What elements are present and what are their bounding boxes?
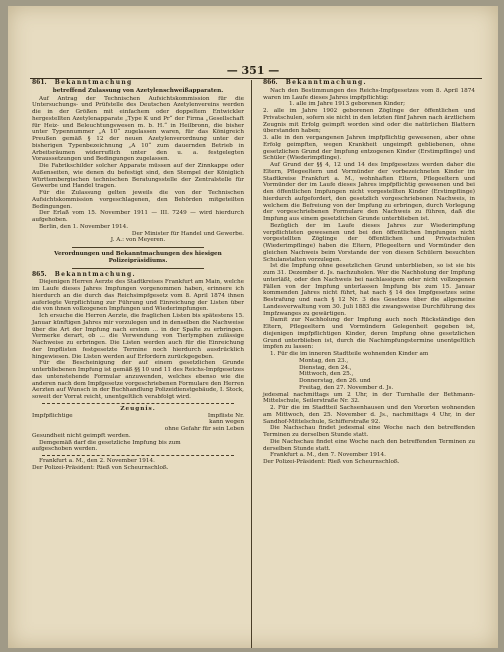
notice-866-paragraph: Bezüglich der im Laufe dieses Jahres zur Wiederimpfung verpflichteten gewesenen und bei den öffentlichen Impfungen nicht vorgestellten Zöglinge der öffentlichen und Privatschulen (Wiederimpflinge) haben die Eltern, Pflegeeltern und Vormünder den gleichen Nachweis beim Vorstande der von diesen Schülern besuchten Schulanstalten vorzulegen. — [263, 222, 475, 263]
notice-861-subtitle: betreffend Zulassung von Azetylenschweißapparaten. — [52, 87, 224, 94]
notice-866-paragraph: Auf Grund der §§ 4, 12 und 14 des Impfgesetzes werden daher die Eltern, Pflegeeltern und Vormünder der vorbezeichneten Kinder im Stadtkreise Frankfurt a. M., wohnhaften Eltern, Pflegeeltern und Vormünder der im Laufe dieses Jahres impfpflichtig gewesenen und bei den öffentlichen Impfungen nicht vorgestellten Kinder (Erstimpflinge) hierdurch aufgefordert, den gesetzlich vorgeschriebenen Nachweis, in welchem die Befreiung von der Impfung zu erbringen, durch Vorlegung der vorgeschriebenen Formulare den Nachweis zu führen, daß die Impfung aus einem gesetzlichen Grunde unterblieben ist. — [263, 162, 475, 222]
document-page — [8, 6, 498, 648]
form-line: aufgeschoben werden. — [32, 446, 98, 453]
section-divider — [72, 247, 204, 248]
notice-866-paragraph: Die Nachschau findet eine Woche nach den betreffenden Terminen zu derselben Stunde statt. — [263, 438, 475, 452]
notice-866-paragraph: Die Nachschau findet jedesmal eine Woche nach den betreffenden Terminen zu derselben Stunde statt. — [263, 425, 475, 438]
notice-865-title: Bekanntmachung. — [54, 270, 136, 278]
date-item: Donnerstag, den 26. und — [299, 378, 371, 384]
left-column — [32, 80, 244, 472]
form-title: Zeugnis. — [120, 405, 156, 412]
page-number: — 351 — — [226, 64, 280, 77]
notice-866-paragraph: 2. Für die im Stadtteil Sachsenhausen und den Vororten wohnenden am Mittwoch, den 25. November d. Js., nachmittags 4 Uhr, in der Sandhof-Mittelschule, Schifferstraße 92. — [263, 405, 475, 425]
notice-866-paragraph: Ist die Impfung ohne gesetzlichen Grund unterblieben, so ist sie bis zum 31. Dezember d. Js. nachzuholen. Wer die Nachholung der Impfung unterläßt, oder den Nachweis bei nachlassigem oder nicht vollzogenen Fällen von der Impfung unterlassen Impfung bis zum 15. Januar kommenden Jahres nicht führt, hat nach § 14 des Impfgesetzes seine Bestrafung und nach § 12 Nr. 3 des Gesetzes über die allgemeine Landesverwaltung vom 30. Juli 1883 die zwangsweise Durchführung des Impfzwanges zu gewärtigen. — [263, 263, 475, 317]
date-item: Mittwoch, den 25., — [299, 371, 354, 378]
right-column — [263, 80, 475, 466]
form-line: ohne Gefahr für sein Leben — [164, 426, 244, 432]
notice-861-heading — [32, 80, 244, 87]
notice-861-paragraph: Auf Antrag der Technischen Aufsichtskommission für die Untersuchungs- und Prüfstelle des Deutschen Azetylenvereins werden die in der Größen mit einfachem oder doppeltem Entwickler hergestellten Azetylenapparate „Type K und Pr“ der Firma „Gesellschaft für Heiz- und Beleuchtungswesen m. b. H.“ in Heilbronn, die bisher unter Typennummer „A 10“ zugelassen waren, für das Königreich Preußen gemäß § 12 der neuen Azetylenverordnung unter der bisherigen Typenbezeichnung „A 10“ zum dauernden Betrieb in Arbeitsräumen widerruflich unter den u. a. festgelegten Voraussetzungen und Bedingungen zugelassen. — [32, 95, 244, 163]
form-divider — [42, 403, 234, 404]
notice-866-paragraph: jedesmal nachmittags um 2 Uhr, in der Turnhalle der Bethmann-Mittelschule, Seilerstraße Nr. 32. — [263, 391, 475, 405]
notice-866-paragraph: Damit zur Nachholung der Impfung auch noch Rückständige den Eltern, Pflegeeltern und Vormündern Gelegenheit gegeben ist, diejenigen impfpflichtigen Kinder, deren Impfung ohne gesetzlichen Grund unterblieben ist, durch die Nachimpfungstermine unentgeltlich impfen zu lassen: — [263, 317, 475, 351]
notice-866-paragraph: 1. Für die im inneren Stadtteile wohnenden Kinder am — [270, 351, 429, 357]
notice-866-heading — [263, 80, 475, 87]
date-item: Montag, den 23., — [299, 357, 349, 364]
notice-861-paragraph: Der Erlaß vom 15. November 1911 — III. 7249 — wird hierdurch aufgehoben. — [32, 210, 244, 223]
notice-865-paragraph: Diejenigen Herren Aerzte des Stadtkreises Frankfurt am Main, welche im Laufe dieses Jahres Impfungen vorgenommen haben, erinnere ich hierdurch an die durch das Reichsimpfgesetz vom 8. April 1874 ihnen auferlegte Verpflichtung zur Führung und Einreichung der Listen über die von ihnen vollzogenen Impfungen und Wiederimpfungen. — [32, 279, 244, 313]
date-item: Freitag, den 27. November d. Js. — [299, 384, 394, 391]
list-item: 1. alle im Jahre 1913 geborenen Kinder; — [289, 101, 405, 108]
section-divider — [72, 268, 204, 269]
notice-861-authority: Der Minister für Handel und Gewerbe. — [131, 230, 244, 237]
form-line: Demgemäß darf die gesetzliche Impfung bis zum — [39, 439, 181, 446]
form-line: kann wegen — [209, 419, 244, 426]
notice-866-dateline: Frankfurt a. M., den 7. November 1914. — [270, 452, 386, 459]
notice-865-paragraph: Ich ersuche die Herren Aerzte, die fraglichen Listen bis spätestens 15. Januar künftigen Jahres mir vorzulegen und in denselben die Nachweise über die Art der Impfung nach erstem ... in der Spalte zu erbringen. Vermerke derart, ob ... die Verwendung von Tierlymphen zulässige Nachweise zu erbringen. Die Listen werden auch für die Einreichung der Impflisten festgesetzte Termine noch hierdurch ausdrücklich hingewiesen. Die Listen werden auf Erfordern zurückgegeben. — [32, 313, 244, 360]
column-divider — [251, 80, 252, 648]
form-row — [32, 413, 244, 420]
notice-866-title: Bekanntmachung. — [285, 79, 367, 86]
notice-861-dateline: Berlin, den 1. November 1914. — [39, 223, 129, 230]
notice-861-title: Bekanntmachung — [54, 79, 133, 86]
notice-866-paragraph: Nach den Bestimmungen des Reichs-Impfgesetzes vom 8. April 1874 waren im Laufe dieses Jahres impfpflichtig: — [263, 87, 475, 101]
notice-865-number: 865. — [32, 270, 47, 278]
form-field-label: Impfliste Nr. — [207, 412, 244, 419]
date-item: Dienstag, den 24., — [299, 364, 352, 371]
notice-861-paragraph: Die Fabrikschilder solcher Apparate müssen auf der Zinnkappe oder Außenseiten, wie denen du befestigt sind, den Stempel der Königlich Württembergischen technischen Beratungsstelle der Zentralstelle für Gewerbe und Handel tragen. — [32, 163, 244, 190]
notice-865-footer: Der Polizei-Präsident: Rieß von Scheurnschloß. — [32, 464, 169, 471]
notice-866-footer: Der Polizei-Präsident: Rieß von Scheurnschloß. — [263, 459, 400, 465]
notice-861-paragraph: Für die Zulassung gelten jeweils die von der Technischen Aufsichtskommission vorgeschlagenen, den Behörden mitgeteilten Bedingungen. — [32, 190, 244, 210]
list-item: 2. alle im Jahre 1902 geborenen Zöglinge der öffentlichen und Privatschulen, sofern sie nicht in den letzten fünf Jahren nach ärztlichem Zeugnis mit Erfolg geimpft worden sind oder die natürlichen Blattern überstanden haben; — [263, 108, 475, 135]
list-item: 3. alle in den vergangenen Jahren impfpflichtig gewesenen, aber ohne Erfolg geimpften, wegen Krankheit ungeimpft gebliebenen, ohne gesetzlichen Grund der Impfung entzogenen Kinder (Erstimpflinge) und Schüler (Wiederimpflinge). — [263, 135, 475, 162]
notice-865-paragraph: Für die Bescheinigung der auf einem gesetzlichen Grunde unterbliebenen Impfung ist gemäß §§ 10 und 11 des Reichs-Impfgesetzes das untenstehende Formular anzuwenden, welches ebenso wie die anderen nach dem Impfgesetze vorgeschriebenen Formulare den Herren Aerzten auf Wunsch in der Buchhandlung Polizeidienstgebäude, I. Stock, soweit der Vorrat reicht, unentgeltlich verabfolgt wird. — [32, 360, 244, 400]
form-field-label: Impfpflichtige — [32, 412, 73, 419]
form-line: Gesundheit nicht geimpft werden. — [32, 432, 131, 439]
notice-861-signature: J. A.: von Meyeren. — [110, 237, 166, 244]
form-divider — [42, 455, 234, 456]
notice-861-number: 861. — [32, 79, 47, 86]
notice-866-number: 866. — [263, 79, 278, 86]
notice-865-heading — [32, 272, 244, 279]
orders-title: Verordnungen und Bekanntmachungen des hiesigen Polizeipräsidiums. — [54, 251, 222, 264]
notice-865-dateline: Frankfurt a. M., den 2. November 1914. — [39, 458, 155, 464]
